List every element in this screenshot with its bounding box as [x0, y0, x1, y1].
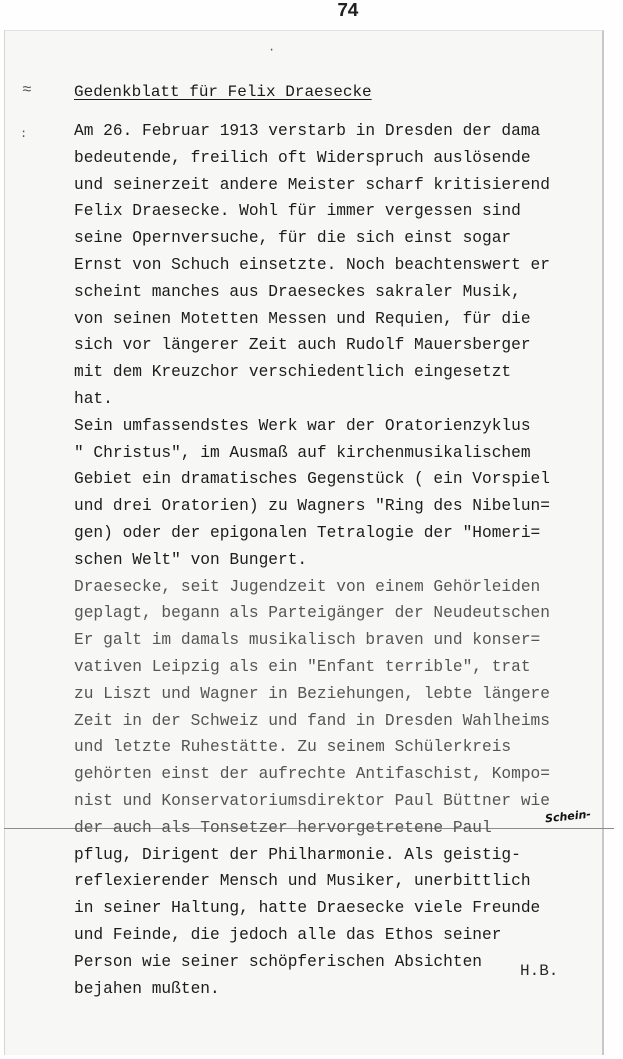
text-line: gehörten einst der aufrechte Antifaschist, Kompo=: [74, 765, 550, 784]
text-line: Person wie seiner schöpferischen Absichten: [74, 952, 482, 971]
scan-mark: :: [20, 127, 28, 141]
text-line: Gebiet ein dramatisches Gegenstück ( ein Vorspiel: [74, 470, 550, 489]
text-line: " Christus", im Ausmaß auf kirchenmusikalischem: [74, 443, 531, 462]
text-line: pflug, Dirigent der Philharmonie. Als geistig-: [74, 845, 521, 864]
text-line: sich vor längerer Zeit auch Rudolf Mauersberger: [74, 336, 531, 355]
text-line: reflexierender Mensch und Musiker, unerbittlich: [74, 872, 531, 891]
document-title: Gedenkblatt für Felix Draesecke: [74, 83, 372, 101]
text-line: bejahen mußten.: [74, 979, 220, 998]
text-line: in seiner Haltung, hatte Draesecke viele Freunde: [74, 899, 541, 918]
text-line: zu Liszt und Wagner in Beziehungen, lebte längere: [74, 684, 550, 703]
author-initials: H.B.: [520, 962, 559, 980]
text-line: mit dem Kreuzchor verschiedentlich eingesetzt: [74, 363, 512, 382]
text-line: bedeutende, freilich oft Widerspruch auslösende: [74, 148, 531, 167]
text-line: und letzte Ruhestätte. Zu seinem Schülerkreis: [74, 738, 512, 757]
text-line: nist und Konservatoriumsdirektor Paul Büttner wie: [74, 791, 550, 810]
text-line: Er galt im damals musikalisch braven und konser=: [74, 631, 541, 650]
text-line: und seinerzeit andere Meister scharf kritisierend: [74, 175, 550, 194]
handwritten-correction: Schein-: [544, 807, 592, 826]
scan-mark: ≈: [22, 81, 32, 99]
body-text: [74, 118, 619, 1002]
text-line: gen) oder der epigonalen Tetralogie der "Homeri=: [74, 523, 541, 542]
text-line: Draesecke, seit Jugendzeit von einem Gehörleiden: [74, 577, 541, 596]
text-line: scheint manches aus Draeseckes sakraler Musik,: [74, 282, 521, 301]
text-line: von seinen Motetten Messen und Requien, für die: [74, 309, 531, 328]
text-line: Zeit in der Schweiz und fand in Dresden Wahlheims: [74, 711, 550, 730]
text-line: Felix Draesecke. Wohl für immer vergessen sind: [74, 202, 521, 221]
text-line: vativen Leipzig als ein "Enfant terrible", trat: [74, 657, 531, 676]
scan-mark: ·: [268, 43, 276, 57]
text-line: seine Opernversuche, für die sich einst sogar: [74, 229, 512, 248]
text-line: und Feinde, die jedoch alle das Ethos seiner: [74, 925, 502, 944]
text-line: der auch als Tonsetzer hervorgetretene Paul: [74, 818, 492, 837]
text-line: Am 26. Februar 1913 verstarb in Dresden der dama: [74, 122, 541, 140]
text-line: und drei Oratorien) zu Wagners "Ring des Nibelun=: [74, 497, 550, 516]
text-line: schen Welt" von Bungert.: [74, 550, 308, 569]
page-number: 74: [337, 0, 358, 22]
text-line: geplagt, begann als Parteigänger der Neudeutschen: [74, 604, 550, 623]
text-line: Ernst von Schuch einsetzte. Noch beachtenswert er: [74, 255, 550, 274]
text-line: hat.: [74, 389, 113, 408]
text-line: Sein umfassendstes Werk war der Oratorienzyklus: [74, 416, 531, 435]
